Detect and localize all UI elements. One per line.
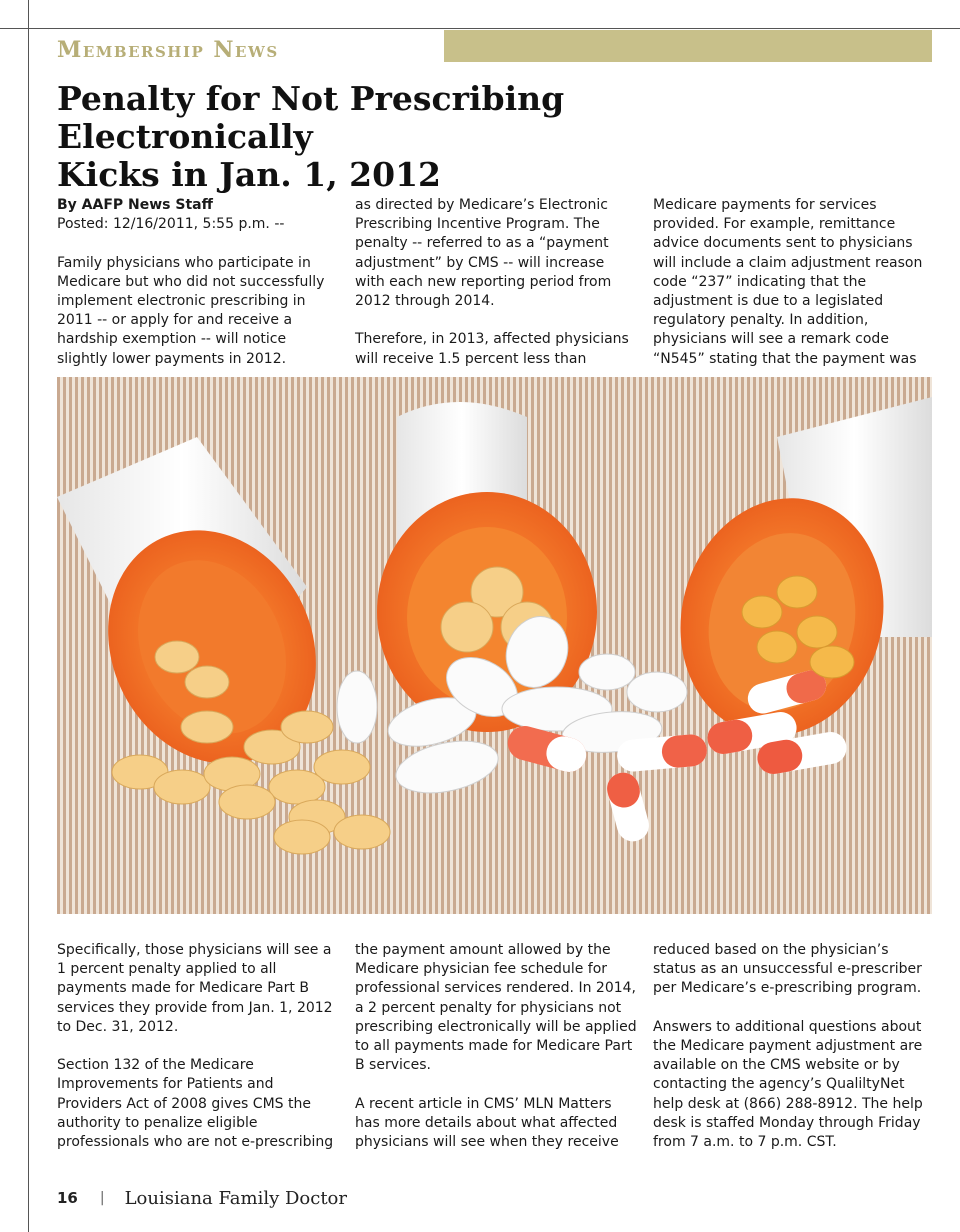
section-accent-bar [444,30,932,62]
paragraph: Answers to additional questions about the Medicare payment adjustment are available on the CMS website or by contacting the agency’s QualiltyNet help desk at (866) 288-8912. The help desk is staffed Monday through Friday from 7 a.m. to 7 p.m. CST. [653,1018,923,1151]
section-label: Membership News [57,37,279,63]
paragraph: Therefore, in 2013, affected physicians will receive 1.5 percent less than [355,331,629,367]
paragraph: as directed by Medicare’s Electronic Prescribing Incentive Program. The penalty -- referred to as a “payment adjustment” by CMS -- will increase with each new reporting period from 2012 through 2014. [355,197,612,310]
bottle-left [57,437,353,798]
footer-separator: | [99,1190,105,1206]
article-column-1-bottom [57,941,339,1152]
article-column-2-bottom [355,941,637,1152]
pill-bottles-illustration [57,377,932,914]
top-rule [0,28,960,29]
pill-bottles-photo [57,377,932,914]
paragraph: Family physicians who participate in Medicare but who did not successfully implement electronic prescribing in 2011 -- or apply for and receive a hardship exemption -- will notice slightly lower payments in 2012. [57,254,325,367]
byline: By AAFP News Staff [57,197,213,213]
posted-date: Posted: 12/16/2011, 5:55 p.m. -- [57,216,285,233]
article-column-1-top [57,196,339,369]
page-number: 16 [57,1189,78,1207]
headline-line-2: Kicks in Jan. 1, 2012 [57,155,442,194]
paragraph: the payment amount allowed by the Medicare physician fee schedule for professional services rendered. In 2014, a 2 percent penalty for physicians not prescribing electronically will be applied to all payments made for Medicare Part B services. [355,942,637,1074]
article-column-3-top [653,196,935,369]
paragraph: reduced based on the physician’s status as an unsuccessful e-prescriber per Medicare’s e-prescribing program. [653,942,922,997]
publication-name: Louisiana Family Doctor [124,1187,348,1209]
article-column-3-bottom [653,941,935,1152]
paragraph: Section 132 of the Medicare Improvements for Patients and Providers Act of 2008 gives CMS the authority to penalize eligible professionals who are not e-prescribing [57,1057,334,1151]
left-rule [28,0,29,1232]
paragraph: A recent article in CMS’ MLN Matters has more details about what affected physicians will see when they receive [355,1095,619,1151]
paragraph: Medicare payments for services provided. For example, remittance advice documents sent to physicians will include a claim adjustment reason code “237” indicating that the adjustment is due to a legislated regulatory penalty. In addition, physicians will see a remark code “N545” stating that the payment was [653,197,923,367]
article-column-2-top [355,196,637,369]
headline [57,80,817,194]
headline-line-1: Penalty for Not Prescribing Electronically [57,79,565,156]
paragraph: Specifically, those physicians will see a 1 percent penalty applied to all payments made for Medicare Part B services they provide from Jan. 1, 2012 to Dec. 31, 2012. [57,942,333,1035]
page-footer [57,1186,347,1210]
